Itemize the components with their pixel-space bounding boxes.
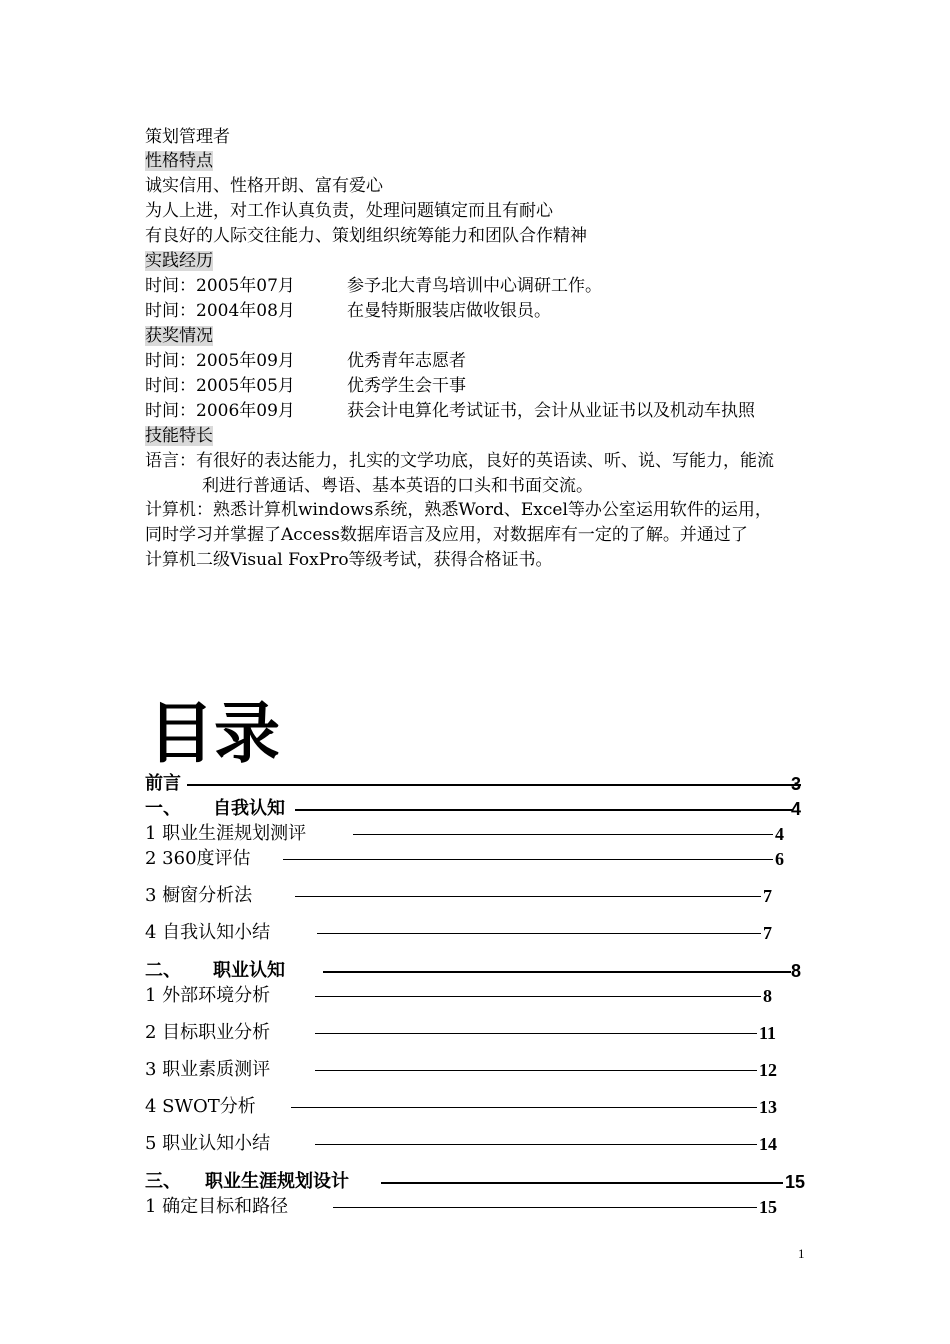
toc-entry-label: 4 自我认知小结 [145,922,271,943]
skills-computer-line: 同时学习并掌握了Access数据库语言及应用，对数据库有一定的了解。并通过了 [145,525,748,545]
resume-role: 策划管理者 [145,127,230,147]
toc-entry-label: 一、 [145,798,181,819]
toc-leader-line [315,1033,757,1034]
toc-entry-label: 5 职业认知小结 [145,1133,271,1154]
toc-entry-page: 15 [785,1172,806,1192]
practice-item [145,299,551,323]
toc-entry-page: 3 [791,774,802,794]
toc-title: 目录 [148,695,280,772]
toc-entry-label: 2 目标职业分析 [145,1022,271,1043]
toc-entry-label: 1 确定目标和路径 [145,1196,289,1217]
toc-entry-page: 7 [763,886,772,906]
item-date: 时间：2005年05月 [145,376,295,396]
item-text: 优秀青年志愿者 [347,351,466,371]
section-heading-awards: 获奖情况 [145,326,213,346]
item-text: 获会计电算化考试证书，会计从业证书以及机动车执照 [347,401,755,421]
toc-leader-line [315,996,761,997]
personality-line: 为人上进，对工作认真负责，处理问题镇定而且有耐心 [145,201,553,221]
item-text: 参予北大青鸟培训中心调研工作。 [347,276,602,296]
toc-entry-label: 二、 [145,960,181,981]
personality-line: 有良好的人际交往能力、策划组织统筹能力和团队合作精神 [145,226,587,246]
page-number: 1 [798,1246,805,1261]
item-date: 时间：2006年09月 [145,401,295,421]
toc-entry-page: 4 [791,799,802,819]
toc-entry-page: 15 [759,1197,777,1217]
section-heading-personality: 性格特点 [145,151,213,171]
toc-entry-page: 13 [759,1097,777,1117]
toc-entry-label: 3 橱窗分析法 [145,885,253,906]
toc-entry-label: 4 SWOT分析 [145,1096,256,1117]
toc-entry-label: 3 职业素质测评 [145,1059,271,1080]
item-text: 在曼特斯服装店做收银员。 [347,301,551,321]
toc-leader-line [295,896,761,897]
toc-leader-line [317,933,761,934]
toc-entry-label: 2 360度评估 [145,848,251,869]
skills-language-line: 利进行普通话、粤语、基本英语的口头和书面交流。 [202,476,593,496]
toc-entry-label2: 职业生涯规划设计 [205,1171,349,1192]
toc-entry-page: 12 [759,1060,777,1080]
toc-entry-page: 8 [791,961,802,981]
toc-leader-line [187,784,801,786]
toc-entry-page: 4 [775,824,784,844]
toc-leader-line [353,834,773,835]
practice-item [145,274,602,298]
toc-entry-label: 1 外部环境分析 [145,985,271,1006]
skills-computer-line: 计算机：熟悉计算机windows系统，熟悉Word、Excel等办公室运用软件的运用， [145,500,772,520]
toc-entry-label2: 职业认知 [213,960,285,981]
toc-entry-page: 6 [775,849,784,869]
item-date: 时间：2005年09月 [145,351,295,371]
toc-leader-line [381,1182,783,1184]
item-date: 时间：2004年08月 [145,301,295,321]
toc-entry-page: 11 [759,1023,777,1043]
toc-entry-page: 14 [759,1134,777,1154]
award-item [145,399,755,423]
toc-leader-line [291,1107,757,1108]
toc-entry-page: 7 [763,923,772,943]
item-text: 优秀学生会干事 [347,376,466,396]
skills-language-line: 语言：有很好的表达能力，扎实的文学功底，良好的英语读、听、说、写能力，能流 [145,451,774,471]
toc-leader-line [295,809,793,811]
toc-entry-label: 1 职业生涯规划测评 [145,823,307,844]
toc-entry-label: 前言 [145,773,181,794]
toc-leader-line [283,859,773,860]
award-item [145,349,466,373]
toc-leader-line [333,1207,757,1208]
section-heading-practice: 实践经历 [145,251,213,271]
toc-leader-line [315,1070,757,1071]
award-item [145,374,466,398]
personality-line: 诚实信用、性格开朗、富有爱心 [145,176,383,196]
toc-leader-line [323,971,791,973]
toc-entry-page: 8 [763,986,772,1006]
item-date: 时间：2005年07月 [145,276,295,296]
toc-leader-line [315,1144,757,1145]
toc-entry-label2: 自我认知 [213,798,285,819]
toc-entry-label: 三、 [145,1171,181,1192]
section-heading-skills: 技能特长 [145,426,213,446]
skills-computer-line: 计算机二级Visual FoxPro等级考试，获得合格证书。 [145,550,553,570]
